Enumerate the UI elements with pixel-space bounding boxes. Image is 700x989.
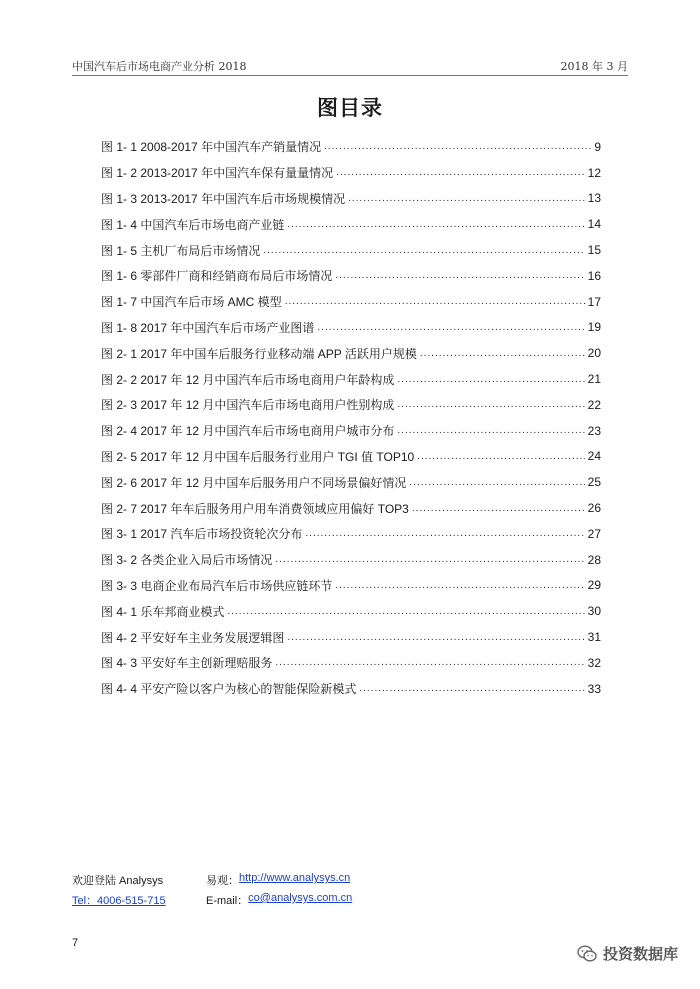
toc-leader-dots [397,399,584,410]
toc-entry-label: 图 2- 2 2017 年 12 月中国汽车后市场电商用户年龄构成 [101,372,395,387]
toc-entry[interactable] [101,392,601,418]
footer-email-label: E-mail： [206,895,249,907]
toc-leader-dots [305,528,584,539]
toc-entry[interactable] [101,676,601,702]
toc-entry-label: 图 1- 7 中国汽车后市场 AMC 模型 [101,295,282,310]
toc-entry-label: 图 2- 1 2017 年中国车后服务行业移动端 APP 活跃用户规模 [101,346,417,361]
toc-leader-dots [409,477,584,488]
toc-entry-page: 19 [587,320,601,335]
toc-entry-page: 22 [587,397,601,412]
toc-entry-label: 图 3- 1 2017 汽车后市场投资轮次分布 [101,527,303,542]
toc-entry-label: 图 3- 3 电商企业布局汽车后市场供应链环节 [101,578,333,593]
watermark [577,943,678,964]
website-link[interactable]: http://www.analysys.cn [239,872,351,884]
toc-entry-label: 图 1- 5 主机厂布局后市场情况 [101,243,261,258]
toc-entry-label: 图 2- 5 2017 年 12 月中国车后服务行业用户 TGI 值 TOP10 [101,449,415,464]
email-link[interactable]: co@analysys.com.cn [248,892,353,904]
toc-entry-label: 图 1- 3 2013-2017 年中国汽车后市场规模情况 [101,191,346,206]
toc-entry-label: 图 4- 4 平安产险以客户为核心的智能保险新模式 [101,682,357,697]
page-title: 图目录 [317,96,383,120]
toc-entry[interactable] [101,340,601,366]
toc-entry-page: 27 [587,526,601,541]
toc-entry[interactable] [101,366,601,392]
toc-entry-page: 13 [587,191,601,206]
toc-entry-page: 31 [587,630,601,645]
toc-entry-page: 9 [594,139,601,154]
toc-leader-dots [359,683,584,694]
toc-entry-page: 25 [587,475,601,490]
toc-entry-label: 图 2- 6 2017 年 12 月中国车后服务用户不同场景偏好情况 [101,475,407,490]
watermark-text: 投资数据库 [602,946,678,963]
toc-leader-dots [397,425,584,436]
toc-entry-label: 图 2- 4 2017 年 12 月中国汽车后市场电商用户城市分布 [101,424,395,439]
toc-entry[interactable] [101,495,601,521]
toc-entry-label: 图 1- 1 2008-2017 年中国汽车产销量情况 [101,140,322,155]
toc-leader-dots [287,219,584,230]
toc-entry-label: 图 1- 6 零部件厂商和经销商布局后市场情况 [101,269,333,284]
toc-entry-page: 17 [587,294,601,309]
toc-entry-page: 32 [587,655,601,670]
phone-link[interactable]: Tel：4006-515-715 [72,895,166,907]
toc-entry-page: 21 [587,372,601,387]
toc-entry-label: 图 2- 7 2017 年车后服务用户用车消费领域应用偏好 TOP3 [101,501,409,516]
toc-entry-label: 图 2- 3 2017 年 12 月中国汽车后市场电商用户性别构成 [101,398,395,413]
toc-entry[interactable] [101,418,601,444]
toc-entry-page: 29 [587,578,601,593]
toc-entry[interactable] [101,315,601,341]
toc-leader-dots [227,606,584,617]
toc-entry[interactable] [101,186,601,212]
toc-entry-page: 20 [587,346,601,361]
toc-entry[interactable] [101,263,601,289]
toc-entry-page: 23 [587,423,601,438]
toc-leader-dots [335,270,584,281]
toc-leader-dots [324,141,591,152]
toc-entry[interactable] [101,598,601,624]
footer-yiguan-label: 易观： [206,875,239,887]
wechat-icon [577,945,597,963]
toc-leader-dots [417,451,584,462]
toc-leader-dots [287,632,584,643]
toc-entry[interactable] [101,469,601,495]
toc-entry[interactable] [101,547,601,573]
toc-entry-label: 图 1- 2 2013-2017 年中国汽车保有量量情况 [101,166,334,181]
header-divider [72,75,628,76]
toc-leader-dots [263,245,584,256]
page-number: 7 [72,937,79,949]
toc-entry[interactable] [101,289,601,315]
toc-entry-page: 15 [587,243,601,258]
toc-entry-label: 图 4- 2 平安好车主业务发展逻辑图 [101,630,285,645]
header-date: 2018 年 3 月 [560,60,628,73]
toc-leader-dots [397,374,584,385]
toc-entry-page: 14 [587,217,601,232]
toc-entry[interactable] [101,650,601,676]
page-footer [72,870,492,910]
toc-leader-dots [336,167,585,178]
toc-entry[interactable] [101,624,601,650]
toc-leader-dots [420,348,585,359]
toc-entry[interactable] [101,134,601,160]
toc-entry[interactable] [101,521,601,547]
toc-entry-label: 图 3- 2 各类企业入局后市场情况 [101,553,273,568]
toc-entry-page: 28 [587,552,601,567]
toc-entry[interactable] [101,237,601,263]
toc-entry-label: 图 4- 1 乐车邦商业模式 [101,604,225,619]
toc-entry-page: 30 [587,604,601,619]
toc-entry-label: 图 4- 3 平安好车主创新理赔服务 [101,656,273,671]
toc-entry-page: 12 [587,165,601,180]
toc-entry-page: 33 [587,681,601,696]
toc-entry[interactable] [101,160,601,186]
toc-entry-page: 24 [587,449,601,464]
toc-leader-dots [317,322,584,333]
toc-entry-page: 16 [587,268,601,283]
toc-leader-dots [348,193,585,204]
toc-entry[interactable] [101,573,601,599]
toc-leader-dots [335,580,584,591]
toc-entry-label: 图 1- 4 中国汽车后市场电商产业链 [101,217,285,232]
figure-list [101,134,601,702]
header-title: 中国汽车后市场电商产业分析 2018 [72,60,247,73]
toc-entry-page: 26 [587,501,601,516]
page-header [72,56,628,74]
footer-welcome: 欢迎登陆 Analysys [72,875,164,887]
toc-leader-dots [275,657,584,668]
toc-entry-label: 图 1- 8 2017 年中国汽车后市场产业图谱 [101,320,315,335]
toc-entry[interactable] [101,444,601,470]
toc-leader-dots [285,296,585,307]
toc-entry[interactable] [101,211,601,237]
toc-leader-dots [412,503,585,514]
toc-leader-dots [275,554,584,565]
